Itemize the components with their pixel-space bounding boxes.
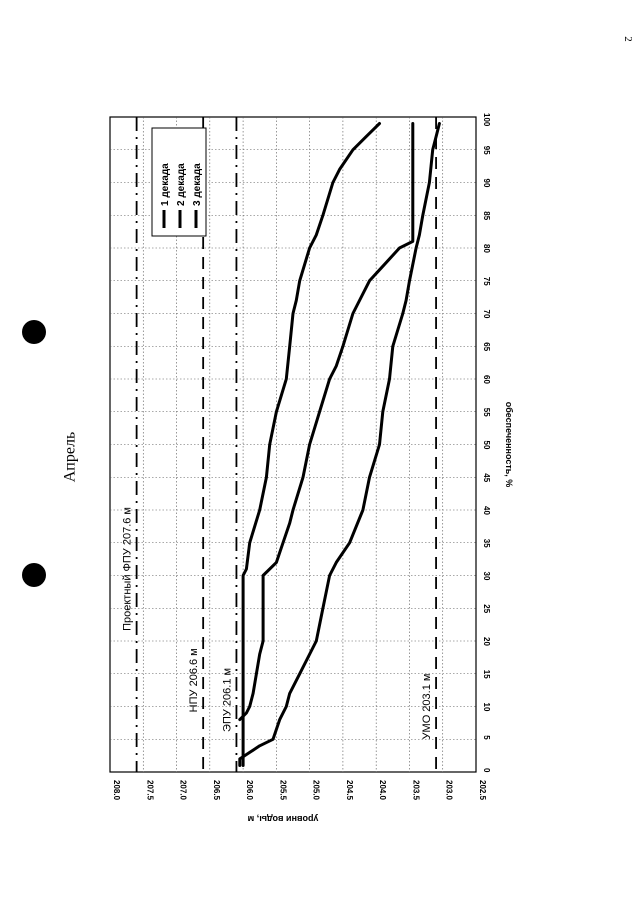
- y-axis-label: уровни воды, м: [247, 814, 319, 824]
- x-tick-label: 45: [482, 473, 491, 483]
- x-tick-label: 0: [482, 768, 491, 773]
- x-tick-label: 80: [482, 244, 491, 253]
- x-tick-label: 75: [482, 276, 491, 286]
- legend-entry: 3 декада: [192, 163, 203, 206]
- y-tick-label: 205.0: [311, 780, 321, 801]
- y-tick-label: 207.0: [178, 780, 188, 801]
- x-tick-label: 90: [482, 178, 491, 188]
- y-tick-label: 204.0: [378, 780, 388, 801]
- plot-area: [110, 113, 514, 824]
- x-tick-label: 85: [482, 211, 491, 221]
- x-tick-label: 70: [482, 309, 491, 319]
- page-number: 2: [621, 36, 634, 42]
- x-tick-label: 55: [482, 407, 491, 417]
- reference-line-label: ЭПУ 206.1 м: [221, 667, 234, 732]
- y-tick-label: 205.5: [278, 780, 288, 801]
- y-tick-label: 208.0: [112, 780, 121, 801]
- x-tick-label: 35: [482, 538, 491, 548]
- x-tick-label: 65: [482, 342, 491, 352]
- x-axis-label: обеспеченность, %: [504, 401, 514, 488]
- x-tick-label: 15: [482, 669, 491, 679]
- reference-line-label: Проектный ФПУ 207.6 м: [121, 507, 134, 631]
- x-tick-label: 50: [482, 440, 491, 450]
- x-tick-label: 25: [482, 604, 491, 614]
- x-tick-label: 30: [482, 571, 491, 581]
- x-tick-label: 95: [482, 145, 491, 155]
- reference-line-label: УМО 203.1 м: [421, 673, 434, 740]
- y-tick-label: 203.0: [444, 780, 454, 801]
- x-tick-label: 100: [482, 113, 491, 127]
- legend-entry: 1 декада: [160, 163, 171, 206]
- page-title: Апрель: [61, 431, 79, 483]
- y-tick-label: 203.5: [411, 780, 421, 801]
- reference-line-label: НПУ 206.6 м: [188, 648, 201, 713]
- x-tick-label: 60: [482, 375, 491, 384]
- x-tick-label: 10: [482, 702, 491, 712]
- legend-entry: 2 декада: [176, 163, 187, 206]
- x-tick-label: 5: [482, 735, 491, 740]
- y-tick-label: 206.5: [211, 780, 221, 801]
- y-tick-label: 202.5: [478, 780, 487, 801]
- series-line: [240, 124, 413, 720]
- y-tick-label: 206.0: [245, 780, 255, 801]
- y-tick-label: 207.5: [145, 780, 155, 801]
- x-tick-label: 40: [482, 506, 491, 515]
- y-tick-label: 204.5: [344, 780, 354, 801]
- x-tick-label: 20: [482, 637, 491, 646]
